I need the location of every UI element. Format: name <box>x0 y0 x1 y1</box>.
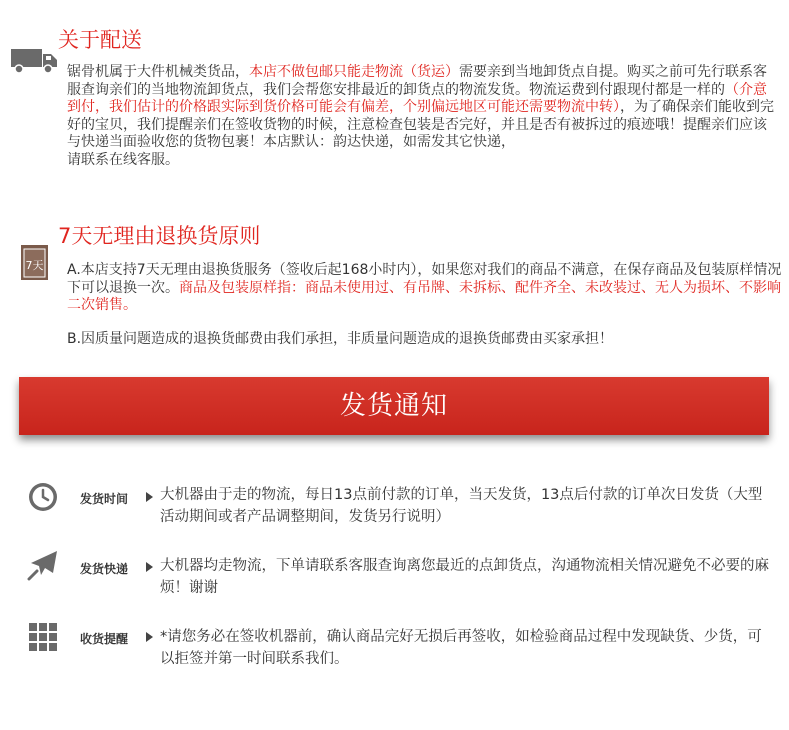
grid-icon <box>27 621 59 653</box>
shipping-notice-banner: 发货通知 <box>19 377 769 435</box>
clock-icon <box>27 481 59 513</box>
shipping-section-title: 关于配送 <box>58 28 142 52</box>
shipping-description <box>67 64 777 169</box>
arrow-right-icon <box>146 632 153 642</box>
return-policy-a <box>67 262 787 315</box>
arrow-right-icon <box>146 562 153 572</box>
seven-day-icon <box>20 244 50 282</box>
truck-icon <box>10 47 58 75</box>
row-text-ship-time: 大机器由于走的物流，每日13点前付款的订单，当天发货，13点后付款的订单次日发货（大型活动期间或者产品调整期间，发货另行说明） <box>160 487 763 525</box>
shipping-text-4: 请联系在线客服。 <box>67 151 179 168</box>
shipping-text-red-1: 本店不做包邮只能走物流（货运） <box>249 64 459 80</box>
return-a-red-text: 商品及包装原样指：商品未使用过、有吊牌、未拆标、配件齐全、未改装过、无人为损坏、不影响二次销售。 <box>67 279 781 313</box>
shipping-text-red-2: （介意到付，我们估计的价格跟实际到货价格可能会有偏差，个别偏远地区可能还需要物流中转） <box>67 81 767 115</box>
seven-day-icon-text: 7天 <box>25 259 44 272</box>
return-section-title: 7天无理由退换货原则 <box>58 224 261 248</box>
row-label-courier: 发货快递 <box>80 562 129 576</box>
row-text-receipt: *请您务必在签收机器前，确认商品完好无损后再签收，如检验商品过程中发现缺货、少货，可以拒签并第一时间联系我们。 <box>160 629 762 667</box>
airplane-icon <box>27 549 59 581</box>
row-label-receipt: 收货提醒 <box>80 632 129 646</box>
row-text-courier: 大机器均走物流，下单请联系客服查询离您最近的点卸货点，沟通物流相关情况避免不必要的麻烦！谢谢 <box>160 558 769 596</box>
shipping-text-1: 锯骨机属于大件机械类货品， <box>67 64 249 80</box>
shipping-text-2: 需要亲到当地卸货点自提。购买之前可先行联系客服查询亲们的当地物流卸货点，我们会帮您安排最近的卸货点的物流发货。物流运费到付跟现付都是一样的 <box>67 64 767 98</box>
return-policy-b: B.因质量问题造成的退换货邮费由我们承担，非质量问题造成的退换货邮费由买家承担！ <box>67 331 614 347</box>
row-label-ship-time: 发货时间 <box>80 492 129 506</box>
shipping-text-3: ，为了确保亲们能收到完好的宝贝，我们提醒亲们在签收货物的时候，注意检查包装是否完好，并且是否有被拆过的痕迹哦！提醒亲们应该与快递当面验收您的货物包裹！本店默认：韵达快递，如需发其它快递， <box>67 99 774 150</box>
return-a-text: A.本店支持7天无理由退换货服务（签收后起168小时内），如果您对我们的商品不满意，在保存商品及包装原样情况下可以退换一次。 <box>67 262 782 296</box>
arrow-right-icon <box>146 492 153 502</box>
